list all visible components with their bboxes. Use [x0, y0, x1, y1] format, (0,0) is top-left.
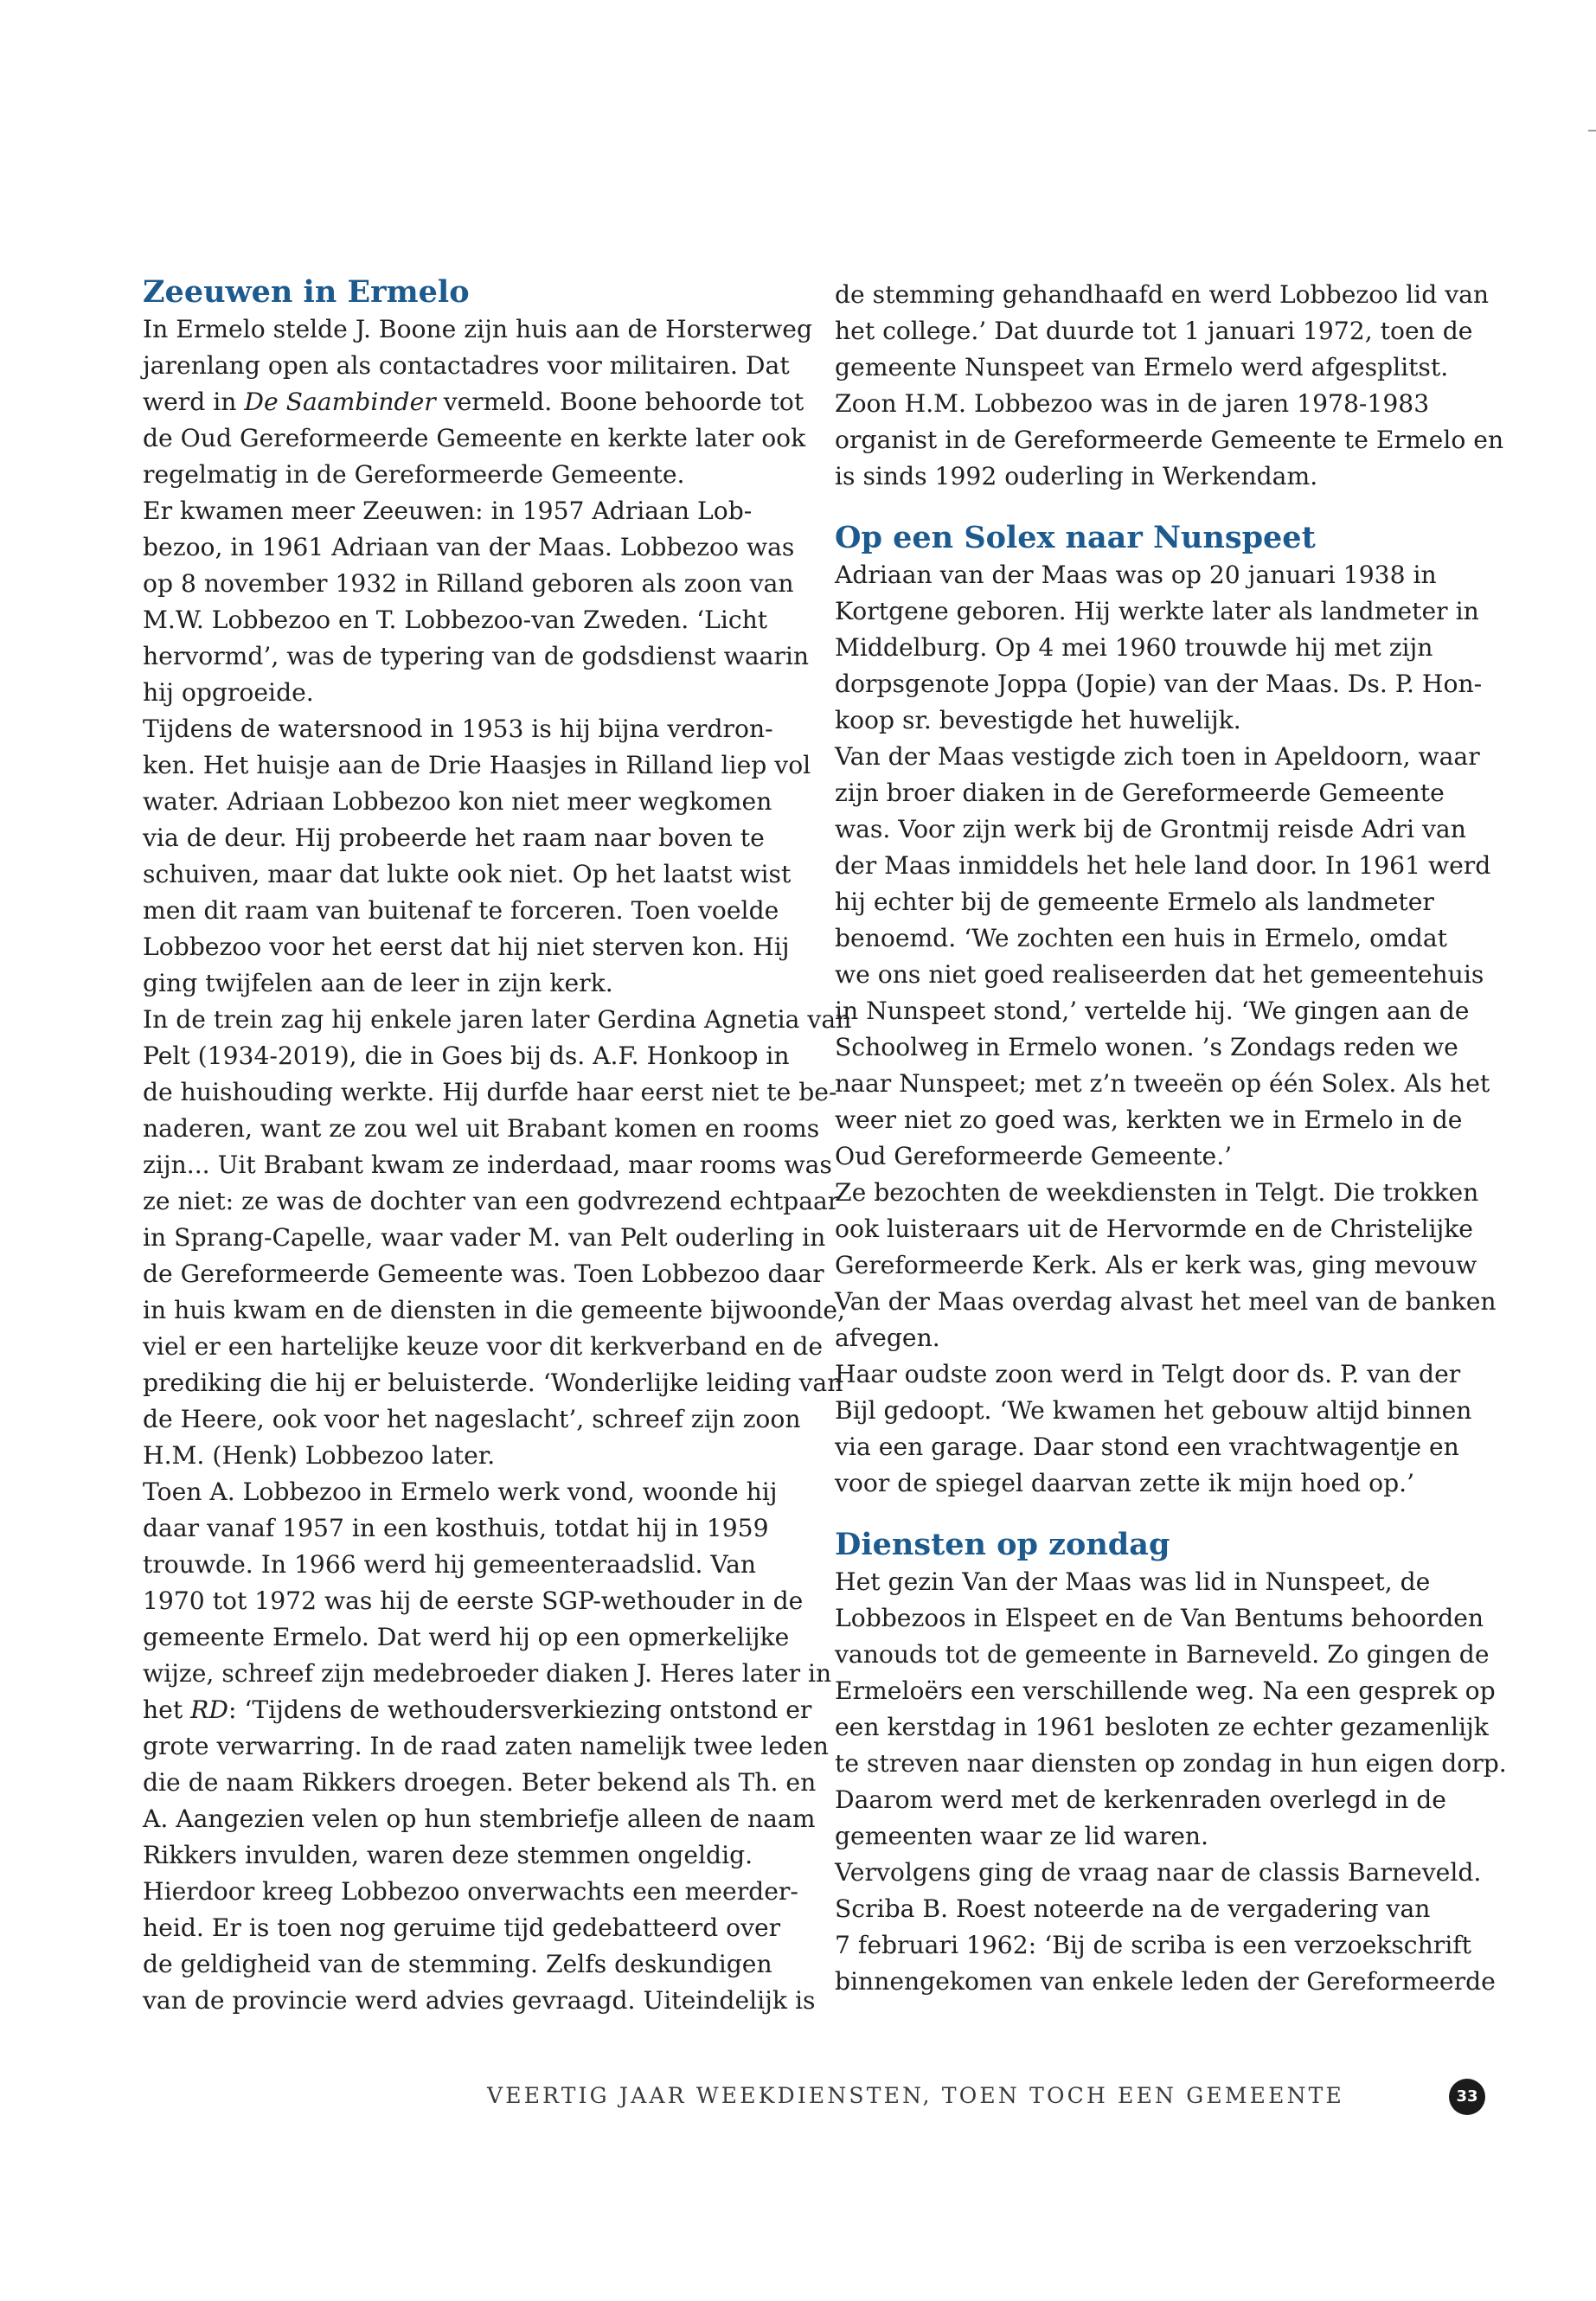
body-text-line: gemeenten waar ze lid waren. [835, 1822, 1208, 1850]
body-text-line: koop sr. bevestigde het huwelijk. [835, 706, 1241, 734]
body-text-line: is sinds 1992 ouderling in Werkendam. [835, 462, 1318, 490]
body-text-line: naar Nunspeet; met z’n tweeën op één Solex. Als het [835, 1069, 1490, 1098]
body-text-line: Pelt (1934-2019), die in Goes bij ds. A.F. Honkoop in [143, 1042, 790, 1070]
body-text-line: Middelburg. Op 4 mei 1960 trouwde hij met zijn [835, 633, 1433, 662]
body-text-line: Tijdens de watersnood in 1953 is hij bijna verdron- [143, 715, 773, 743]
body-text-line: Van der Maas overdag alvast het meel van de banken [835, 1287, 1497, 1316]
body-text-line: op 8 november 1932 in Rilland geboren als zoon van [143, 569, 794, 598]
section-body-diensten [835, 1564, 1518, 2000]
body-text-line: benoemd. ‘We zochten een huis in Ermelo, omdat [835, 924, 1447, 952]
body-text-line: men dit raam van buitenaf te forceren. Toen voelde [143, 896, 779, 925]
body-text-line: Vervolgens ging de vraag naar de classis Barneveld. [835, 1858, 1482, 1887]
body-text-line: zijn... Uit Brabant kwam ze inderdaad, maar rooms was [143, 1150, 832, 1179]
body-text-line: via de deur. Hij probeerde het raam naar boven te [143, 824, 765, 852]
body-text-line: we ons niet goed realiseerden dat het gemeentehuis [835, 960, 1484, 989]
body-text-line: 7 februari 1962: ‘Bij de scriba is een verzoekschrift [835, 1931, 1471, 1959]
body-text-line: die de naam Rikkers droegen. Beter bekend als Th. en [143, 1768, 817, 1797]
body-text-line: viel er een hartelijke keuze voor dit kerkverband en de [143, 1332, 824, 1361]
body-text-line: het RD: ‘Tijdens de wethoudersverkiezing ontstond er [143, 1695, 812, 1724]
body-text-line: in huis kwam en de diensten in die gemeente bijwoonde, [143, 1296, 846, 1324]
body-text-line: gemeente Ermelo. Dat werd hij op een opmerkelijke [143, 1623, 790, 1651]
body-text-line: Adriaan van der Maas was op 20 januari 1938 in [835, 561, 1437, 589]
body-text-line: Haar oudste zoon werd in Telgt door ds. P. van der [835, 1360, 1461, 1388]
body-text-line: 1970 tot 1972 was hij de eerste SGP-wethouder in de [143, 1586, 804, 1615]
body-text-line: binnengekomen van enkele leden der Gereformeerde [835, 1967, 1496, 1996]
body-text-line: Schoolweg in Ermelo wonen. ’s Zondags reden we [835, 1033, 1458, 1061]
body-text-line: de Gereformeerde Gemeente was. Toen Lobbezoo daar [143, 1259, 824, 1288]
body-text-line: via een garage. Daar stond een vrachtwagentje en [835, 1433, 1459, 1461]
body-text-line: Daarom werd met de kerkenraden overlegd in de [835, 1785, 1446, 1814]
body-text-line: daar vanaf 1957 in een kosthuis, totdat hij in 1959 [143, 1514, 769, 1542]
body-text-line: Het gezin Van der Maas was lid in Nunspeet, de [835, 1567, 1431, 1596]
body-text-line: de stemming gehandhaafd en werd Lobbezoo lid van [835, 280, 1490, 309]
body-text-line: Scriba B. Roest noteerde na de vergadering van [835, 1894, 1431, 1923]
body-text-line: Bijl gedoopt. ‘We kwamen het gebouw altijd binnen [835, 1396, 1472, 1425]
body-text-line: Zoon H.M. Lobbezoo was in de jaren 1978-1983 [835, 389, 1430, 418]
body-text-line: A. Aangezien velen op hun stembriefje alleen de naam [143, 1804, 816, 1833]
body-text-line: der Maas inmiddels het hele land door. In 1961 werd [835, 851, 1491, 880]
body-text-line: Oud Gereformeerde Gemeente.’ [835, 1142, 1233, 1170]
body-text-line: in Nunspeet stond,’ vertelde hij. ‘We gingen aan de [835, 997, 1470, 1025]
body-text-line: weer niet zo goed was, kerkten we in Ermelo in de [835, 1106, 1463, 1134]
body-text-line: hervormd’, was de typering van de godsdienst waarin [143, 642, 810, 670]
body-text-line: Van der Maas vestigde zich toen in Apeldoorn, waar [835, 742, 1480, 771]
right-column-intro [835, 277, 1518, 495]
body-text-line: ging twijfelen aan de leer in zijn kerk. [143, 969, 613, 997]
body-text-line: ook luisteraars uit de Hervormde en de Christelijke [835, 1215, 1473, 1243]
body-text-line: zijn broer diaken in de Gereformeerde Gemeente [835, 779, 1445, 807]
body-text-line: te streven naar diensten op zondag in hun eigen dorp. [835, 1749, 1507, 1778]
left-column [143, 273, 852, 2019]
body-text-line: Er kwamen meer Zeeuwen: in 1957 Adriaan Lob- [143, 497, 753, 525]
body-text-line: jarenlang open als contactadres voor militairen. Dat [143, 351, 790, 380]
body-text-line: de huishouding werkte. Hij durfde haar eerst niet te be- [143, 1078, 837, 1106]
body-text-line: In de trein zag hij enkele jaren later Gerdina Agnetia van [143, 1005, 852, 1034]
body-text-line: In Ermelo stelde J. Boone zijn huis aan de Horsterweg [143, 315, 813, 343]
body-text-line: Hierdoor kreeg Lobbezoo onverwachts een meerder- [143, 1877, 798, 1906]
body-text-line: gemeente Nunspeet van Ermelo werd afgesplitst. [835, 353, 1449, 381]
body-text-line: Lobbezoo voor het eerst dat hij niet sterven kon. Hij [143, 933, 790, 961]
body-text-line: Toen A. Lobbezoo in Ermelo werk vond, woonde hij [143, 1477, 778, 1506]
body-text-line: bezoo, in 1961 Adriaan van der Maas. Lobbezoo was [143, 533, 795, 561]
page-number-badge: 33 [1449, 2079, 1485, 2115]
body-text-line: was. Voor zijn werk bij de Grontmij reisde Adri van [835, 815, 1466, 843]
body-text-line: Lobbezoos in Elspeet en de Van Bentums behoorden [835, 1604, 1484, 1632]
body-text-line: hij opgroeide. [143, 678, 314, 707]
corner-crop-mark [1588, 130, 1596, 131]
body-text-line: een kerstdag in 1961 besloten ze echter gezamenlijk [835, 1713, 1489, 1741]
section-heading-op-een-solex-naar-nunspeet: Op een Solex naar Nunspeet [835, 520, 1316, 555]
section-body-solex [835, 557, 1518, 1502]
body-text-line: trouwde. In 1966 werd hij gemeenteraadslid. Van [143, 1550, 757, 1579]
body-text-line: prediking die hij er beluisterde. ‘Wonderlijke leiding van [143, 1368, 843, 1397]
body-text-line: Ermeloërs een verschillende weg. Na een gesprek op [835, 1676, 1496, 1705]
body-text-line: Rikkers invulden, waren deze stemmen ongeldig. [143, 1841, 753, 1869]
body-text-line: de Heere, ook voor het nageslacht’, schreef zijn zoon [143, 1405, 801, 1433]
section-heading-diensten-op-zondag: Diensten op zondag [835, 1527, 1170, 1562]
section-heading-zeeuwen-in-ermelo: Zeeuwen in Ermelo [143, 274, 470, 310]
body-text-line: organist in de Gereformeerde Gemeente te Ermelo en [835, 426, 1504, 454]
body-text-line: M.W. Lobbezoo en T. Lobbezoo-van Zweden. ‘Licht [143, 606, 768, 634]
body-text-line: van de provincie werd advies gevraagd. Uiteindelijk is [143, 1986, 816, 2015]
body-text-line: hij echter bij de gemeente Ermelo als landmeter [835, 888, 1434, 916]
body-text-line: grote verwarring. In de raad zaten namelijk twee leden [143, 1732, 829, 1760]
body-text-line: wijze, schreef zijn medebroeder diaken J. Heres later in [143, 1659, 832, 1688]
body-text-line: Gereformeerde Kerk. Als er kerk was, ging mevouw [835, 1251, 1477, 1279]
running-footer-title: VEERTIG JAAR WEEKDIENSTEN, TOEN TOCH EEN GEMEENTE [487, 2083, 1344, 2108]
body-text-line: heid. Er is toen nog geruime tijd gedebatteerd over [143, 1913, 781, 1942]
body-text-line: ken. Het huisje aan de Drie Haasjes in Rilland liep vol [143, 751, 811, 779]
right-column [835, 277, 1518, 2000]
body-text-line: het college.’ Dat duurde tot 1 januari 1972, toen de [835, 317, 1473, 345]
body-text-line: de Oud Gereformeerde Gemeente en kerkte later ook [143, 424, 806, 452]
body-text-line: dorpsgenote Joppa (Jopie) van der Maas. Ds. P. Hon- [835, 670, 1483, 698]
body-text-line: in Sprang-Capelle, waar vader M. van Pelt ouderling in [143, 1223, 826, 1252]
body-text-line: afvegen. [835, 1324, 940, 1352]
body-text-line: ze niet: ze was de dochter van een godvrezend echtpaar [143, 1187, 840, 1215]
body-text-line: water. Adriaan Lobbezoo kon niet meer wegkomen [143, 787, 772, 816]
body-text-line: werd in De Saambinder vermeld. Boone behoorde tot [143, 388, 804, 416]
body-text-line: schuiven, maar dat lukte ook niet. Op het laatst wist [143, 860, 792, 888]
body-text-line: vanouds tot de gemeente in Barneveld. Zo gingen de [835, 1640, 1490, 1669]
body-text-line: naderen, want ze zou wel uit Brabant komen en rooms [143, 1114, 820, 1143]
body-text-line: Kortgene geboren. Hij werkte later als landmeter in [835, 597, 1479, 625]
body-text-line: H.M. (Henk) Lobbezoo later. [143, 1441, 496, 1470]
left-column-body [143, 311, 852, 2019]
body-text-line: de geldigheid van de stemming. Zelfs deskundigen [143, 1950, 772, 1978]
body-text-line: voor de spiegel daarvan zette ik mijn hoed op.’ [835, 1469, 1415, 1497]
body-text-line: Ze bezochten de weekdiensten in Telgt. Die trokken [835, 1178, 1479, 1207]
body-text-line: regelmatig in de Gereformeerde Gemeente. [143, 460, 685, 489]
